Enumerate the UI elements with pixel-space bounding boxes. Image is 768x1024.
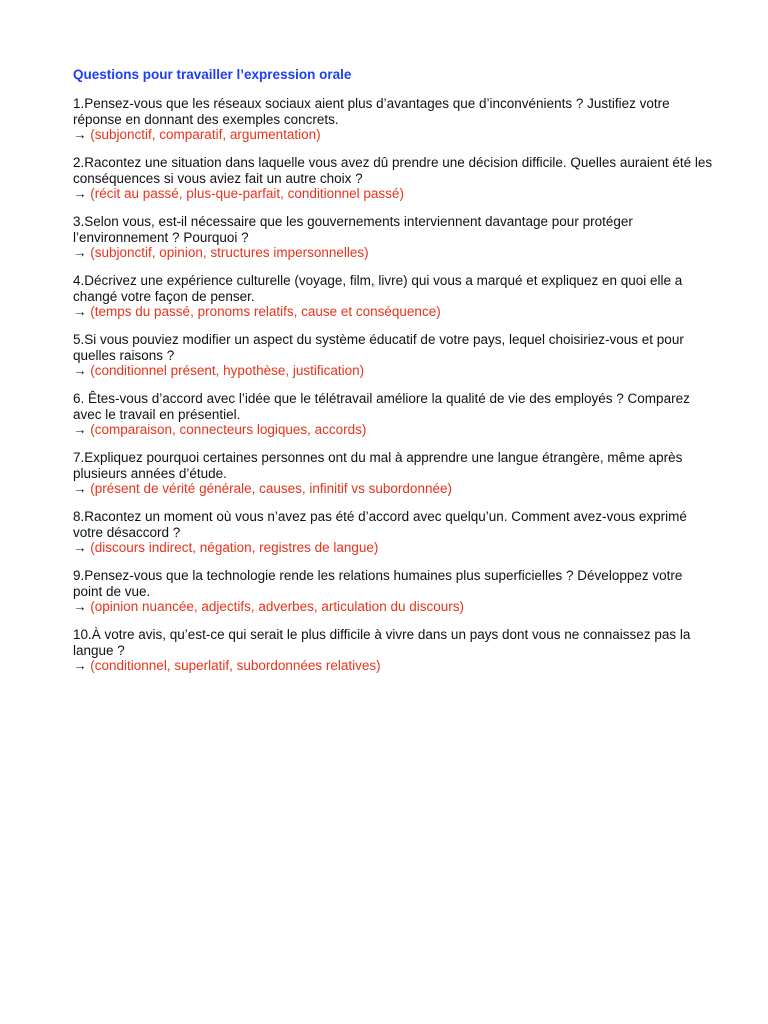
document-page (73, 66, 713, 686)
arrow-icon: → (73, 245, 87, 260)
arrow-icon: → (73, 422, 87, 437)
question-item (73, 155, 713, 202)
grammar-hint (73, 658, 713, 674)
arrow-icon: → (73, 304, 87, 319)
grammar-hint (73, 540, 713, 556)
arrow-icon: → (73, 481, 87, 496)
grammar-hint-text: (comparaison, connecteurs logiques, accords) (90, 422, 367, 437)
grammar-hint (73, 599, 713, 615)
grammar-hint (73, 304, 713, 320)
question-item (73, 568, 713, 615)
grammar-hint-text: (conditionnel, superlatif, subordonnées relatives) (90, 658, 381, 673)
question-item (73, 214, 713, 261)
grammar-hint-text: (présent de vérité générale, causes, infinitif vs subordonnée) (90, 481, 452, 496)
question-item (73, 332, 713, 379)
question-text: 1.Pensez-vous que les réseaux sociaux aient plus d’avantages que d’inconvénients ? Justifiez votre réponse en donnant des exemples concrets. (73, 96, 670, 127)
question-item (73, 450, 713, 497)
question-text: 3.Selon vous, est-il nécessaire que les gouvernements interviennent davantage pour protéger l’environnement ? Pourquoi ? (73, 214, 633, 245)
question-item (73, 273, 713, 320)
question-text: 9.Pensez-vous que la technologie rende les relations humaines plus superficielles ? Développez votre point de vue. (73, 568, 683, 599)
grammar-hint-text: (opinion nuancée, adjectifs, adverbes, articulation du discours) (90, 599, 464, 614)
arrow-icon: → (73, 127, 87, 142)
grammar-hint-text: (subjonctif, opinion, structures impersonnelles) (90, 245, 369, 260)
grammar-hint (73, 245, 713, 261)
arrow-icon: → (73, 540, 87, 555)
arrow-icon: → (73, 658, 87, 673)
grammar-hint (73, 127, 713, 143)
question-item (73, 96, 713, 143)
question-text: 7.Expliquez pourquoi certaines personnes ont du mal à apprendre une langue étrangère, même après plusieurs années d’étude. (73, 450, 683, 481)
grammar-hint (73, 481, 713, 497)
grammar-hint-text: (subjonctif, comparatif, argumentation) (90, 127, 321, 142)
grammar-hint (73, 422, 713, 438)
grammar-hint (73, 186, 713, 202)
question-item (73, 627, 713, 674)
question-text: 8.Racontez un moment où vous n’avez pas été d’accord avec quelqu’un. Comment avez-vous exprimé votre désaccord ? (73, 509, 687, 540)
arrow-icon: → (73, 363, 87, 378)
grammar-hint-text: (temps du passé, pronoms relatifs, cause et conséquence) (90, 304, 441, 319)
question-text: 4.Décrivez une expérience culturelle (voyage, film, livre) qui vous a marqué et expliquez en quoi elle a changé votre façon de penser. (73, 273, 683, 304)
arrow-icon: → (73, 186, 87, 201)
question-text: 6. Êtes-vous d’accord avec l’idée que le télétravail améliore la qualité de vie des employés ? Comparez avec le travail en présentiel. (73, 391, 690, 422)
grammar-hint (73, 363, 713, 379)
question-text: 2.Racontez une situation dans laquelle vous avez dû prendre une décision difficile. Quelles auraient été les conséquences si vous aviez fait un autre choix ? (73, 155, 713, 186)
question-item (73, 391, 713, 438)
document-title: Questions pour travailler l’expression orale (73, 67, 352, 82)
grammar-hint-text: (récit au passé, plus-que-parfait, conditionnel passé) (90, 186, 404, 201)
question-item (73, 509, 713, 556)
grammar-hint-text: (conditionnel présent, hypothèse, justification) (90, 363, 365, 378)
question-text: 10.À votre avis, qu’est-ce qui serait le plus difficile à vivre dans un pays dont vous ne connaissez pas la langue ? (73, 627, 691, 658)
arrow-icon: → (73, 599, 87, 614)
question-text: 5.Si vous pouviez modifier un aspect du système éducatif de votre pays, lequel choisiriez-vous et pour quelles raisons ? (73, 332, 684, 363)
grammar-hint-text: (discours indirect, négation, registres de langue) (90, 540, 379, 555)
